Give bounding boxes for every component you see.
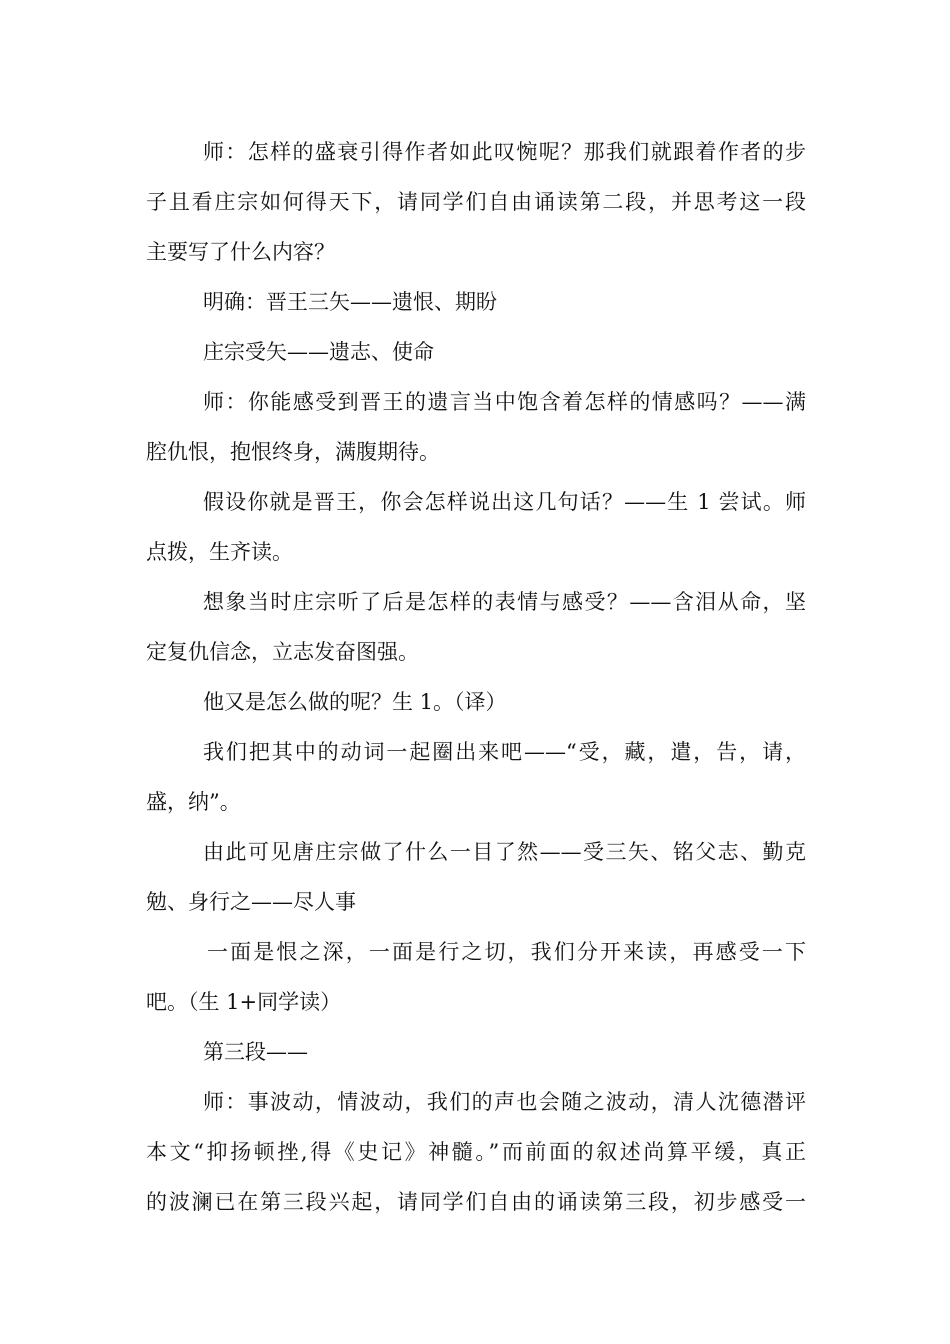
paragraph-line: 腔仇恨，抱恨终身，满腹期待。 [146, 440, 440, 464]
paragraph-line: 本文“抑扬顿挫,得《史记》神髓。”而前面的叙述尚算平缓，真正 [146, 1140, 806, 1164]
paragraph-line: 假设你就是晋王，你会怎样说出这几句话？——生 1 尝试。师 [203, 490, 806, 514]
paragraph-line: 勉、身行之——尽人事 [146, 890, 356, 914]
paragraph-line: 我们把其中的动词一起圈出来吧——“受，藏，遣，告，请， [203, 740, 806, 764]
paragraph-line: 第三段—— [203, 1040, 308, 1064]
paragraph-line: 的波澜已在第三段兴起，请同学们自由的诵读第三段，初步感受一 [146, 1190, 806, 1214]
paragraph-line: 定复仇信念，立志发奋图强。 [146, 640, 419, 664]
paragraph-line: 盛，纳”。 [146, 790, 241, 814]
paragraph-line: 一面是恨之深，一面是行之切，我们分开来读，再感受一下 [207, 940, 806, 964]
paragraph-line: 师：事波动，情波动，我们的声也会随之波动，清人沈德潜评 [203, 1090, 806, 1114]
paragraph-line: 点拨，生齐读。 [146, 540, 293, 564]
paragraph-line: 主要写了什么内容？ [146, 240, 335, 264]
paragraph-line: 他又是怎么做的呢？生 1。（译） [203, 690, 507, 714]
paragraph-line: 庄宗受矢——遗志、使命 [203, 340, 434, 364]
paragraph-line: 想象当时庄宗听了后是怎样的表情与感受？——含泪从命，坚 [203, 590, 806, 614]
paragraph-line: 师：怎样的盛衰引得作者如此叹惋呢？那我们就跟着作者的步 [203, 140, 806, 164]
paragraph-line: 由此可见唐庄宗做了什么一目了然——受三矢、铭父志、勤克 [203, 840, 806, 864]
paragraph-line: 子且看庄宗如何得天下，请同学们自由诵读第二段，并思考这一段 [146, 190, 806, 214]
paragraph-line: 师：你能感受到晋王的遗言当中饱含着怎样的情感吗？——满 [203, 390, 806, 414]
paragraph-line: 明确：晋王三矢——遗恨、期盼 [203, 290, 497, 314]
paragraph-line: 吧。（生 1+同学读） [146, 990, 342, 1014]
